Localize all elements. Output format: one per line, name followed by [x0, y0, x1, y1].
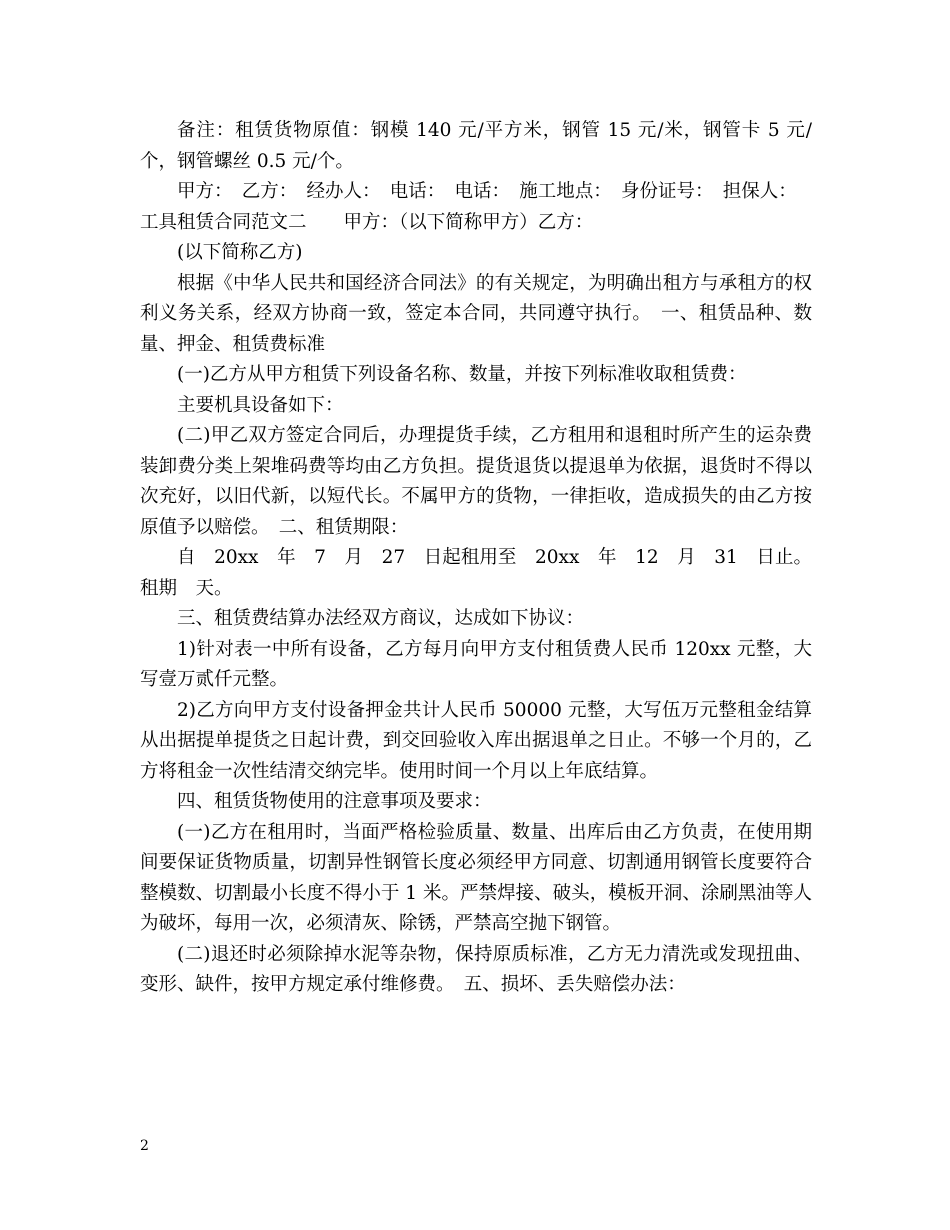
page-number: 2	[140, 1138, 149, 1154]
paragraph-clause-3-2: 2)乙方向甲方支付设备押金共计人民币 50000 元整，大写伍万元整租金结算从出据提单提货之日起计费，到交回验收入库出据退单之日止。不够一个月的，乙方将租金一次性结清交纳完毕。使用时间一个月以上年底结算。	[140, 699, 812, 782]
paragraph-clause-1-2: (二)甲乙双方签定合同后，办理提货手续，乙方租用和退租时所产生的运杂费装卸费分类上架堆码费等均由乙方负担。提货退货以提退单为依据，退货时不得以次充好，以旧代新，以短代长。不属甲方的货物，一律拒收，造成损失的由乙方按原值予以赔偿。 二、租赁期限：	[140, 425, 812, 538]
paragraph-clause-4-2: (二)退还时必须除掉水泥等杂物，保持原质标准，乙方无力清洗或发现扭曲、变形、缺件，按甲方规定承付维修费。 五、损坏、丢失赔偿办法：	[140, 943, 812, 995]
paragraph-party-b-note: (以下简称乙方)	[177, 242, 303, 263]
paragraph-signature-fields: 甲方： 乙方： 经办人： 电话： 电话： 施工地点： 身份证号： 担保人：	[177, 181, 797, 202]
paragraph-clause-4-1: (一)乙方在租用时，当面严格检验质量、数量、出库后由乙方负责，在使用期间要保证货物质量，切割异性钢管长度必须经甲方同意、切割通用钢管长度要符合整模数、切割最小长度不得小于 1 米。严禁焊接、破头，模板开洞、涂刷黑油等人为破坏，每用一次，必须清灰、除锈，严禁高空抛下钢管。	[140, 821, 812, 934]
paragraph-remarks: 备注：租赁货物原值：钢模 140 元/平方米，钢管 15 元/米，钢管卡 5 元/个，钢管螺丝 0.5 元/个。	[140, 120, 812, 172]
paragraph-contract-title: 工具租赁合同范文二 甲方：（以下简称甲方）乙方：	[140, 211, 594, 233]
paragraph-clause-1-1: (一)乙方从甲方租赁下列设备名称、数量，并按下列标准收取租赁费：	[177, 364, 747, 385]
paragraph-clause-4: 四、租赁货物使用的注意事项及要求：	[177, 791, 492, 812]
paragraph-lease-term: 自 20xx 年 7 月 27 日起租用至 20xx 年 12 月 31 日止。租期 天。	[140, 547, 812, 599]
paragraph-preamble: 根据《中华人民共和国经济合同法》的有关规定，为明确出租方与承租方的权利义务关系，经双方协商一致，签定本合同，共同遵守执行。 一、租赁品种、数量、押金、租赁费标准	[140, 272, 812, 355]
paragraph-clause-3: 三、租赁费结算办法经双方商议，达成如下协议：	[177, 608, 585, 629]
paragraph-clause-3-1: 1)针对表一中所有设备，乙方每月向甲方支付租赁费人民币 120xx 元整，大写壹万贰仟元整。	[140, 638, 812, 690]
paragraph-equipment-list: 主要机具设备如下：	[177, 394, 344, 416]
document-body	[140, 116, 812, 1001]
